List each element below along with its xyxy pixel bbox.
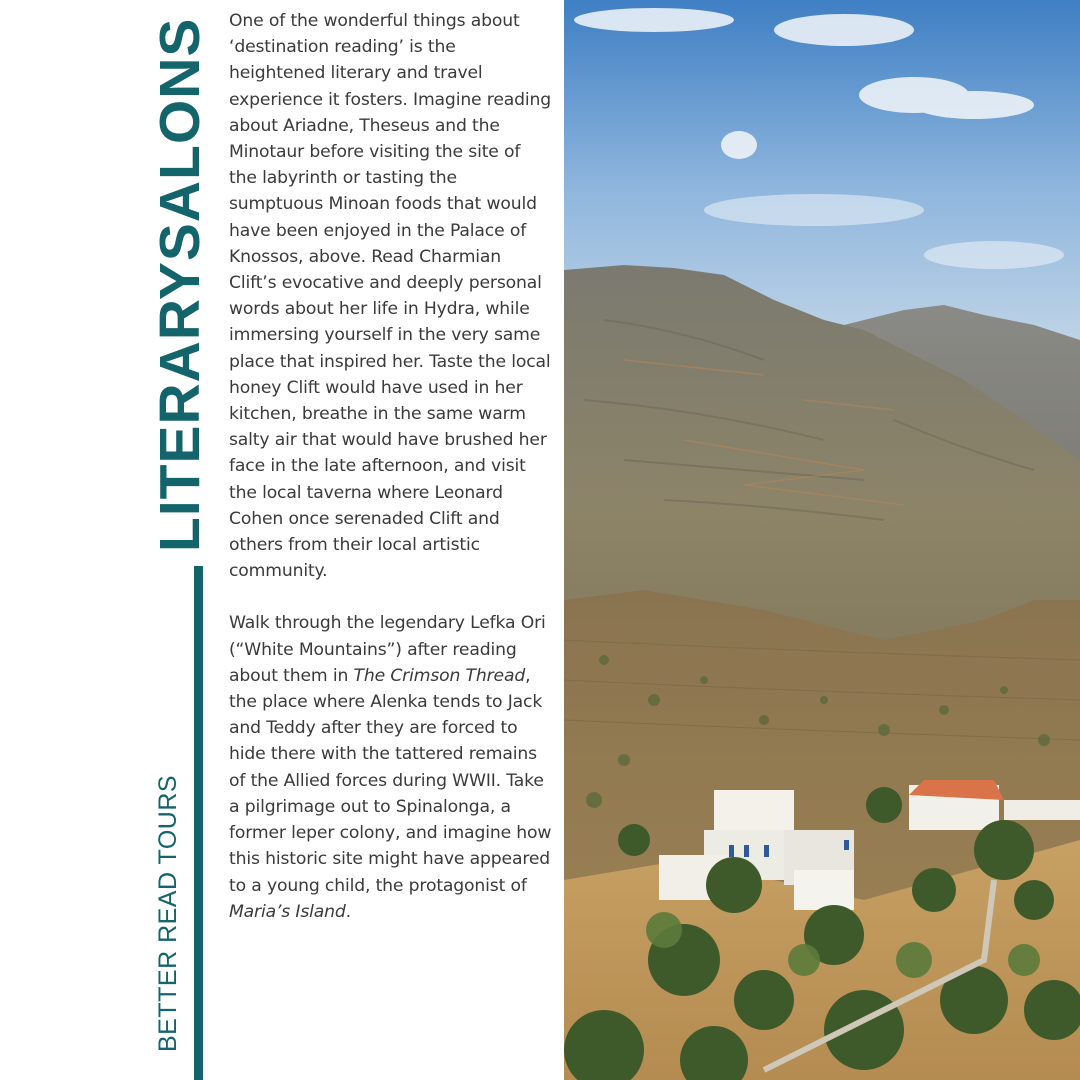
paragraph-2 [229,610,553,924]
better-read-tours-label: BETTER READ TOURS [154,774,182,1052]
paragraph-1: One of the wonderful things about ‘destination reading’ is the heightened literary and travel experience it fosters. Imagine reading about Ariadne, Theseus and the Minotaur before visiting the site of the labyrinth or tasting the sumptuous Minoan foods that would have been enjoyed in the Palace of Knossos, above. Read Charmian Clift’s evocative and deeply personal words about her life in Hydra, while immersing yourself in the very same place that inspired her. Taste the local honey Clift would have used in her kitchen, breathe in the same warm salty air that would have brushed her face in the late afternoon, and visit the local taverna where Leonard Cohen once serenaded Clift and others from their local artistic community. [229,11,552,582]
paragraph-2-part-1: Walk through the legendary Lefka Ori (“White Mountains”) after reading about them in [229,613,546,686]
title-word-salons: SALONS [148,17,212,262]
paragraph-2-part-3: . [345,901,351,922]
title-word-literary: LITERARY [148,261,212,552]
photo-illustration [564,0,1080,1080]
vertical-divider [194,566,203,1080]
literary-salons-title [148,17,212,552]
mountain-village-photo [564,0,1080,1080]
paragraph-2-part-2: , the place where Alenka tends to Jack and Teddy after they are forced to hide there with the tattered remains of the Allied forces during WWII. Take a pilgrimage out to Spinalonga, a former leper colony, and imagine how this historic site might have appeared to a young child, the protagonist of [229,665,552,896]
book-title-marias-island: Maria’s Island [229,901,346,922]
body-text [229,8,553,925]
book-title-crimson-thread: The Crimson Thread [353,665,526,686]
